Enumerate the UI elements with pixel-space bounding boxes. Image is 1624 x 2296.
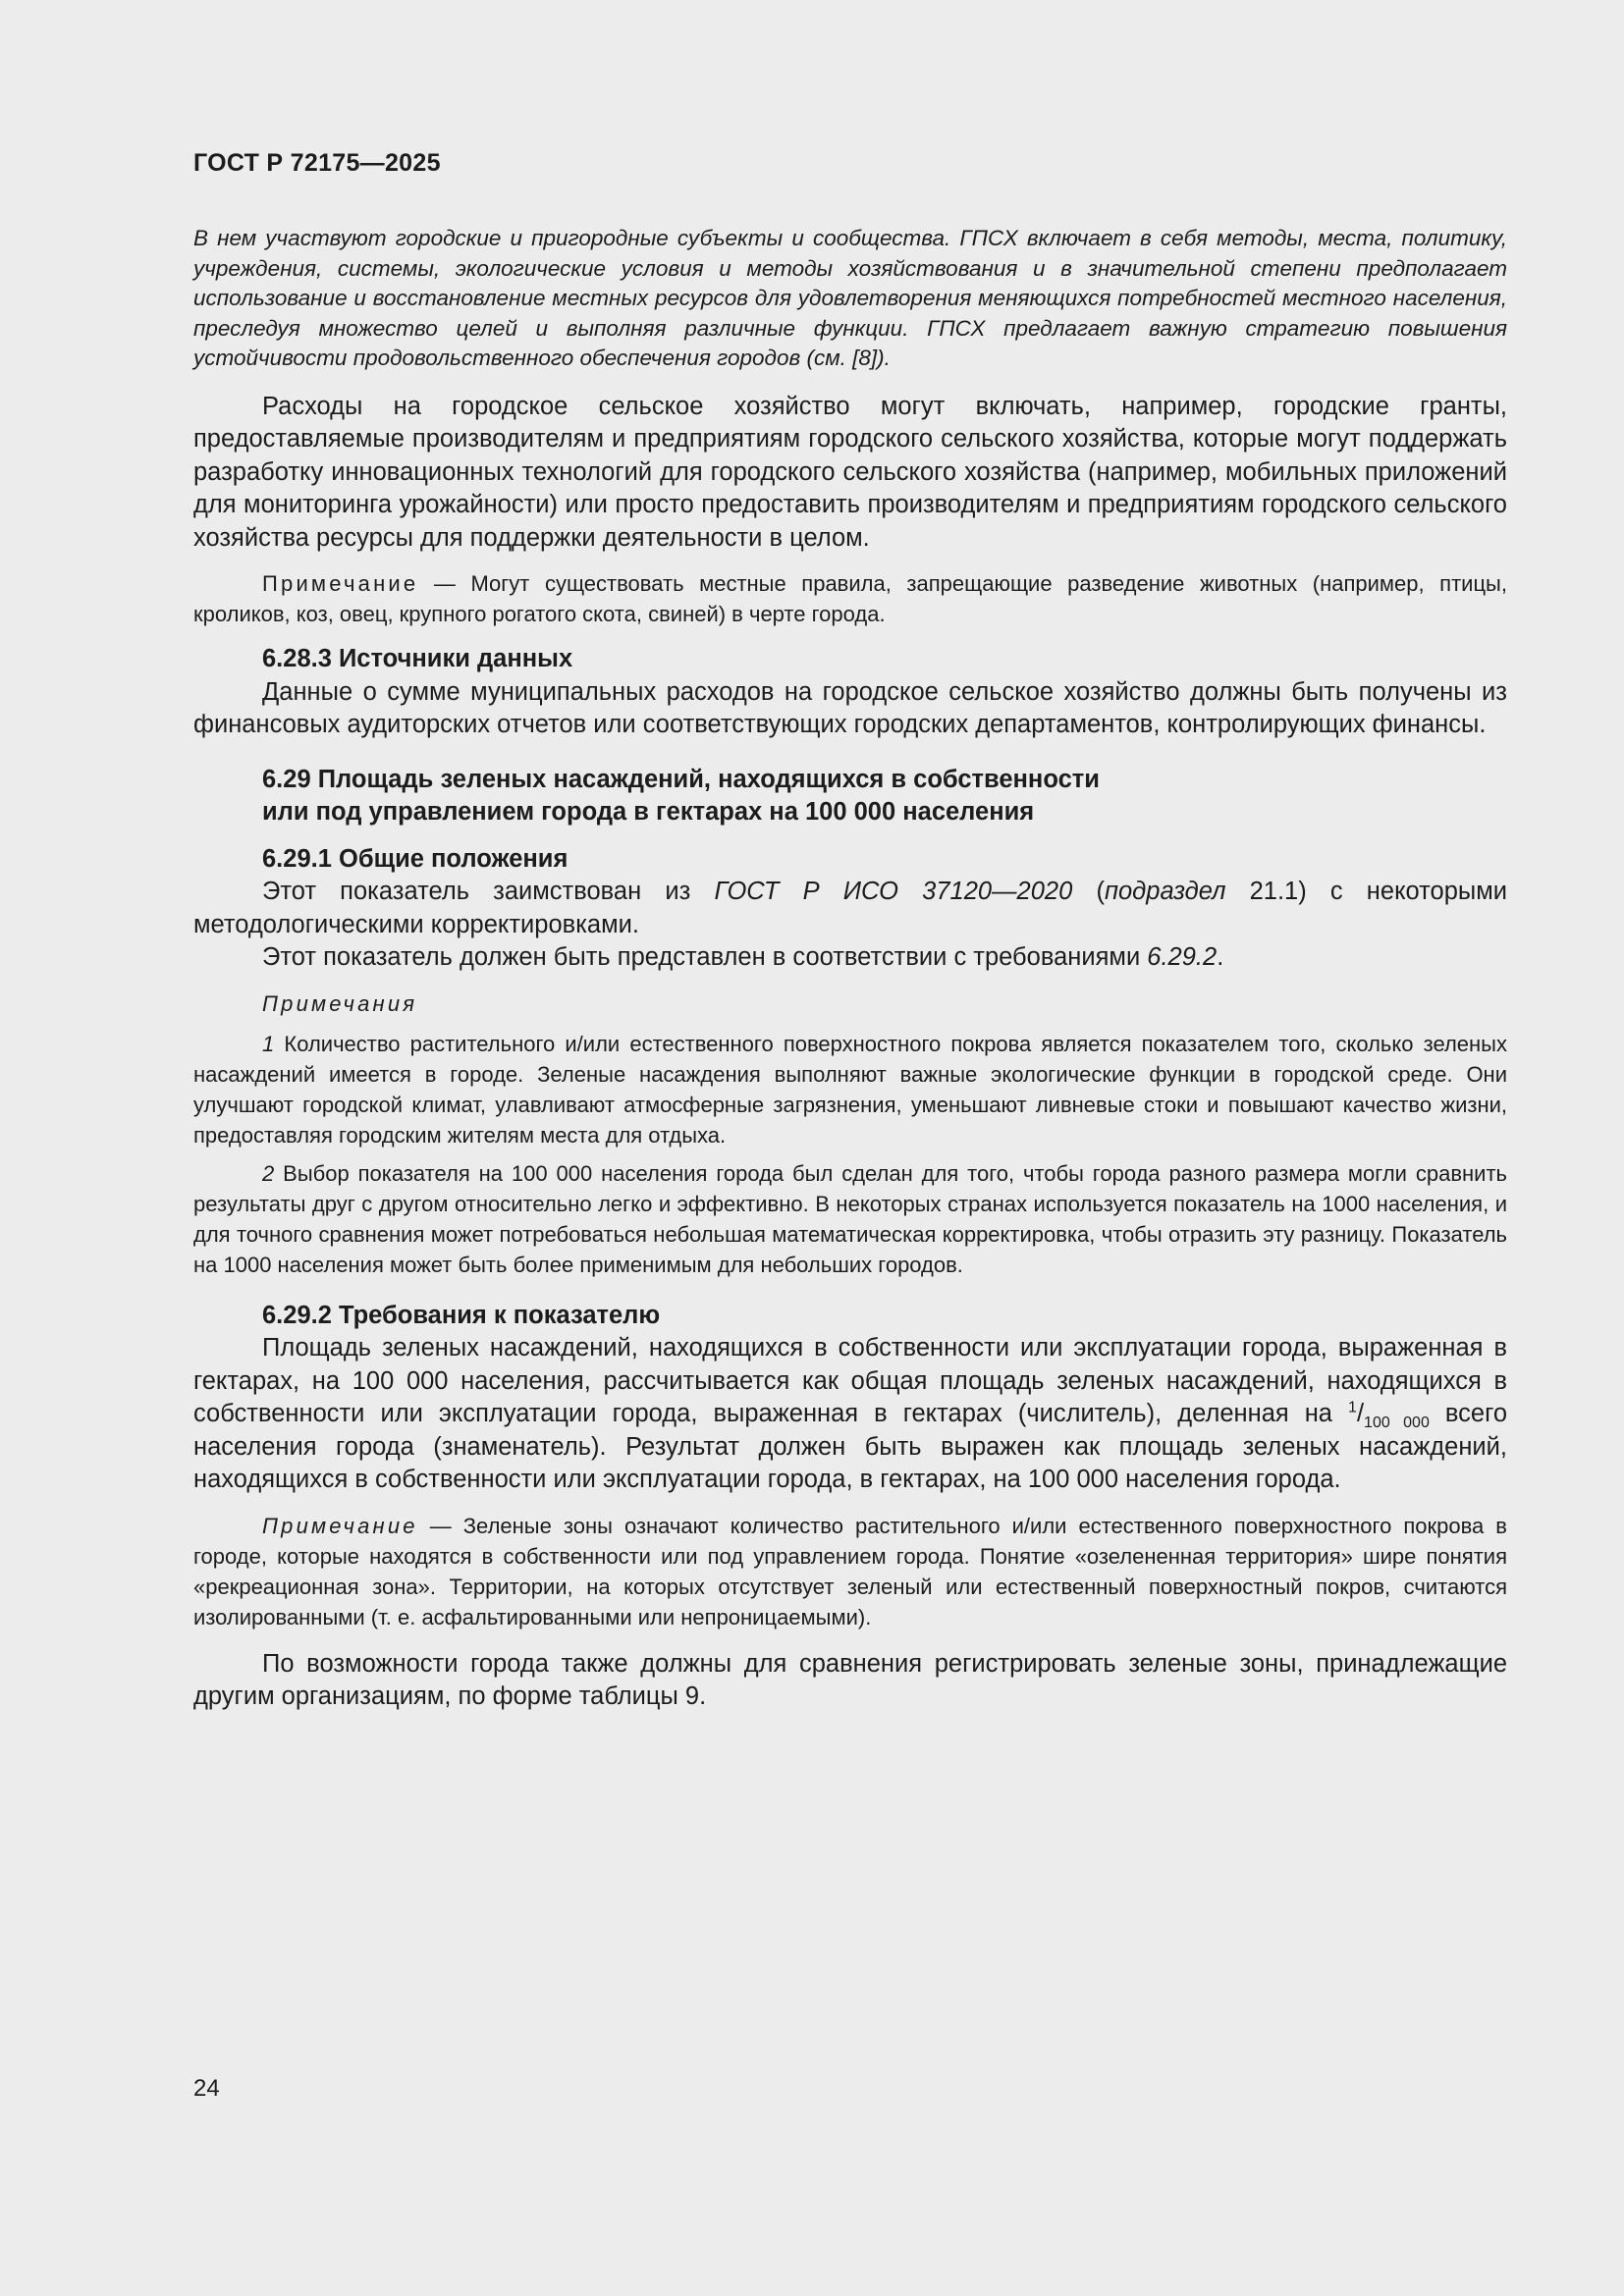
fraction-numerator: 1 bbox=[1348, 1399, 1357, 1416]
text-span: Этот показатель заимствован из bbox=[262, 878, 715, 905]
text-span: Этот показатель должен быть представлен в соответствии с требованиями bbox=[262, 943, 1148, 971]
expenses-paragraph: Расходы на городское сельское хозяйство могут включать, например, городские гранты, предоставляемые производителям и предприятиям городского сельского хозяйства, которые могут поддержать разработку инновационных технологий для городского сельского хозяйства (например, мобильных приложений для мониторинга урожайности) или просто предоставить производителям и предприятиям городского сельского хозяйства ресурсы для поддержки деятельности в целом. bbox=[193, 392, 1507, 552]
reference-subsection: подраздел bbox=[1104, 878, 1226, 905]
note-label: Примечание bbox=[262, 1513, 418, 1538]
section-6-29-1-heading: 6.29.1 Общие положения bbox=[262, 844, 568, 873]
closing-paragraph: По возможности города также должны для сравнения регистрировать зеленые зоны, принадлежащие другим организациям, по форме таблицы 9. bbox=[193, 1649, 1507, 1710]
text-span: 21.1) с некоторыми методологическими корректировками. bbox=[193, 878, 1507, 938]
text-span: Площадь зеленых насаждений, находящихся в собственности или эксплуатации города, выраженная в гектарах, на 100 000 населения, рассчитывается как общая площадь зеленых насаждений, находящихся в собственности или эксплуатации города, выраженная в гектарах (числитель), деленная на bbox=[193, 1334, 1507, 1427]
section-6-28-3-text: Данные о сумме муниципальных расходов на городское сельское хозяйство должны быть получены из финансовых аудиторских отчетов или соответствующих городских департаментов, контролирующих финансы. bbox=[193, 677, 1507, 738]
note-label: Примечание bbox=[262, 571, 419, 596]
fraction-denominator: 100 000 bbox=[1364, 1415, 1430, 1432]
note-2 bbox=[193, 1158, 1507, 1280]
section-6-29-heading-line1: 6.29 Площадь зеленых насаждений, находящихся в собственности bbox=[262, 765, 1100, 793]
note-number: 2 bbox=[262, 1160, 275, 1186]
note-text: — Зеленые зоны означают количество растительного и/или естественного поверхностного покрова в городе, которые находятся в собственности или под управлением города. Понятие «озелененная территория» шире понятия «рекреационная зона». Территории, на которых отсутствует зеленый или естественный поверхностный покров, считаются изолированными (т. е. асфальтированными или непроницаемыми). bbox=[193, 1513, 1507, 1629]
note-green-zones bbox=[193, 1511, 1507, 1632]
note-text: Выбор показателя на 100 000 населения города был сделан для того, чтобы города разного размера могли сравнить результаты друг с другом относительно легко и эффективно. В некоторых странах используется показатель на 1000 населения, и для точного сравнения может потребоваться небольшая математическая корректировка, чтобы отразить эту разницу. Показатель на 1000 населения может быть более применимым для небольших городов. bbox=[193, 1160, 1507, 1277]
note-number: 1 bbox=[262, 1031, 275, 1056]
page-number: 24 bbox=[193, 2075, 220, 2102]
notes-title: Примечания bbox=[262, 990, 418, 1016]
note-1 bbox=[193, 1029, 1507, 1150]
text-span: всего населения города (знаменатель). Результат должен быть выражен как площадь зеленых насаждений, находящихся в собственности или эксплуатации города, в гектарах, на 100 000 населения города. bbox=[193, 1400, 1508, 1493]
text-span: ( bbox=[1072, 878, 1105, 905]
section-6-29-1-paragraph-1 bbox=[193, 876, 1507, 941]
intro-italic-paragraph: В нем участвуют городские и пригородные субъекты и сообщества. ГПСХ включает в себя методы, места, политику, учреждения, системы, экологические условия и методы хозяйствования и в значительной степени предполагает использование и восстановление местных ресурсов для удовлетворения меняющихся потребностей местного населения, преследуя множество целей и выполняя различные функции. ГПСХ предлагает важную стратегию повышения устойчивости продовольственного обеспечения городов (см. [8]). bbox=[193, 226, 1507, 370]
section-6-29-2-heading: 6.29.2 Требования к показателю bbox=[262, 1301, 661, 1329]
reference-standard: ГОСТ Р ИСО 37120—2020 bbox=[714, 878, 1073, 905]
section-6-29-heading-line2: или под управлением города в гектарах на 100 000 населения bbox=[262, 798, 1035, 826]
reference-6-29-2: 6.29.2 bbox=[1147, 943, 1218, 971]
note-text: — Могут существовать местные правила, запрещающие разведение животных (например, птицы, кроликов, коз, овец, крупного рогатого скота, свиней) в черте города. bbox=[193, 571, 1507, 626]
section-6-29-2-paragraph: Площадь зеленых насаждений, находящихся в собственности или эксплуатации города, выраженная в гектарах, на 100 000 населения, рассчитывается как общая площадь зеленых насаждений, находящихся в собственности или эксплуатации города, выраженная в гектарах (числитель), деленная на $^1/_{100 000}$ всего населения города (знаменатель). Результат должен быть выражен как площадь зеленых насаждений, находящихся в собственности или эксплуатации города, в гектарах, на 100 000 населения города. bbox=[193, 1334, 1508, 1493]
document-code-header: ГОСТ Р 72175—2025 bbox=[193, 149, 441, 177]
text-span: . bbox=[1217, 943, 1224, 971]
section-6-28-3-heading: 6.28.3 Источники данных bbox=[262, 645, 573, 672]
page-content bbox=[193, 224, 1507, 1714]
note-text: Количество растительного и/или естественного поверхностного покрова является показателем того, сколько зеленых насаждений имеется в городе. Зеленые насаждения выполняют важные экологические функции в городской среде. Они улучшают городской климат, улавливают атмосферные загрязнения, уменьшают ливневые стоки и повышают качество жизни, предоставляя городским жителям места для отдыха. bbox=[193, 1031, 1507, 1148]
section-6-29-1-paragraph-2 bbox=[193, 941, 1507, 975]
note-animals bbox=[193, 568, 1507, 629]
